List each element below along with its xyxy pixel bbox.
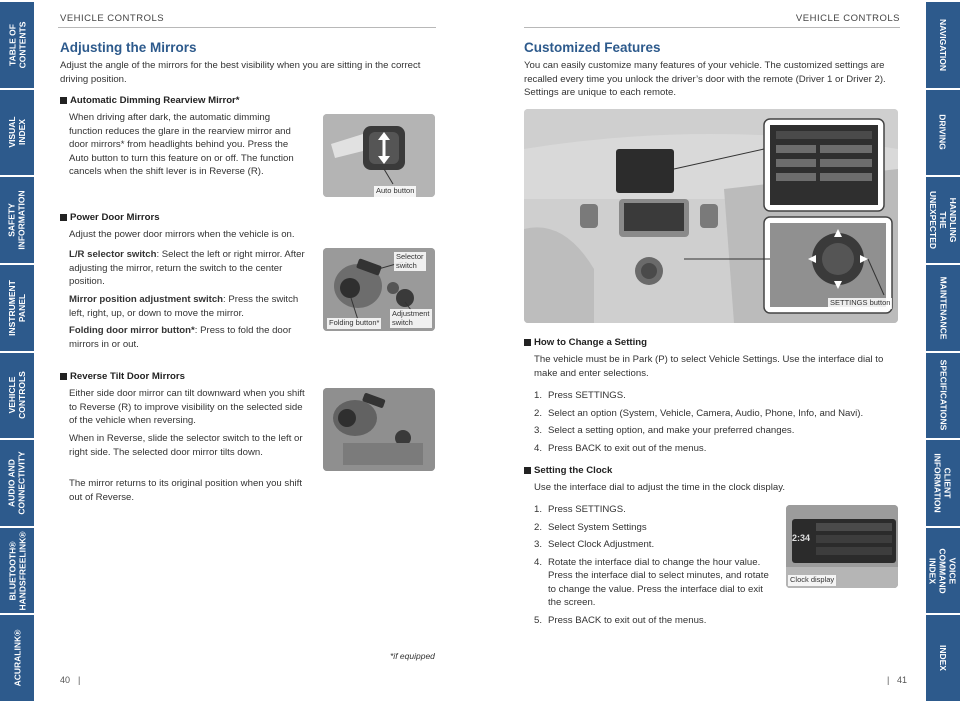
reverse-tilt-p3: The mirror returns to its original position when you shift out of Reverse.	[69, 478, 303, 503]
tab-instrument-panel[interactable]: INSTRUMENT PANEL	[0, 265, 34, 351]
right-page-number: 41	[897, 675, 908, 685]
change-setting-heading: How to Change a Setting	[524, 337, 647, 348]
tab-bluetooth-handsfreelink[interactable]: BLUETOOTH® HANDSFREELINK®	[0, 528, 34, 614]
list-item: 1. Press SETTINGS.	[534, 504, 626, 515]
tab-navigation[interactable]: NAVIGATION	[926, 2, 960, 88]
bullet-square-icon	[60, 97, 67, 104]
auto-button-caption: Auto button	[376, 186, 415, 195]
left-page-number: 40	[60, 675, 71, 685]
change-setting-intro: The vehicle must be in Park (P) to select Vehicle Settings. Use the interface dial to make and enter selections.	[534, 354, 884, 379]
folding-button-description: Folding door mirror button*: Press to fold the door mirrors in or out.	[69, 325, 292, 350]
setting-clock-steps	[534, 503, 770, 631]
selector-switch-description: L/R selector switch: Select the left or right mirror. After adjusting the mirror, return the switch to the center position.	[69, 249, 305, 287]
list-item: 3. Select a setting option, and make your preferred changes.	[534, 425, 795, 436]
folding-button-caption: Folding button*	[329, 318, 380, 327]
bullet-square-icon	[60, 214, 67, 221]
reverse-tilt-illustration	[323, 388, 435, 471]
reverse-tilt-photo	[323, 388, 435, 471]
auto-button-photo	[323, 114, 435, 197]
bullet-square-icon	[60, 373, 67, 380]
tab-client-information[interactable]: CLIENT INFORMATION	[926, 440, 960, 526]
tab-vehicle-controls[interactable]: VEHICLE CONTROLS	[0, 353, 34, 439]
customized-features-intro: You can easily customize many features of your vehicle. The customized settings are recalled every time you unlock the driver’s door with the remote (Driver 1 or Driver 2). Settings are unique to each remote.	[524, 60, 886, 98]
tab-acuralink[interactable]: ACURALINK®	[0, 615, 34, 701]
left-page-separator: |	[78, 675, 81, 685]
setting-clock-intro: Use the interface dial to adjust the time in the clock display.	[534, 482, 785, 493]
tab-audio-connectivity[interactable]: AUDIO AND CONNECTIVITY	[0, 440, 34, 526]
power-mirrors-intro: Adjust the power door mirrors when the vehicle is on.	[69, 229, 295, 240]
setting-clock-heading: Setting the Clock	[524, 465, 612, 476]
bullet-square-icon	[524, 339, 531, 346]
list-item: 3. Select Clock Adjustment.	[534, 539, 655, 550]
tab-index[interactable]: INDEX	[926, 615, 960, 701]
tab-safety-information[interactable]: SAFETY INFORMATION	[0, 177, 34, 263]
list-item: 4. Rotate the interface dial to change the hour value. Press the interface dial to select minutes, and rotate to change the value. Press the interface dial to exit the screen.	[534, 556, 769, 608]
left-page-title: Adjusting the Mirrors	[60, 40, 197, 55]
list-item: 2. Select System Settings	[534, 521, 647, 533]
list-item: 4. Press BACK to exit out of the menus.	[534, 442, 707, 454]
dashboard-illustration	[524, 109, 898, 323]
clock-display-caption: Clock display	[790, 575, 835, 584]
tab-visual-index[interactable]: VISUAL INDEX	[0, 90, 34, 176]
right-header-rule	[524, 27, 900, 28]
adjustment-switch-description: Mirror position adjustment switch: Press the switch left, right, up, or down to move the mirror.	[69, 294, 299, 319]
auto-dimming-heading: Automatic Dimming Rearview Mirror*	[60, 95, 240, 106]
mirrors-intro: Adjust the angle of the mirrors for the best visibility when you are sitting in the correct driving position.	[60, 60, 421, 85]
reverse-tilt-p1: Either side door mirror can tilt downward when you shift to Reverse (R) to improve visibility on the selected side of the vehicle when reversing.	[69, 388, 305, 426]
left-header-rule	[58, 27, 436, 28]
power-mirrors-heading: Power Door Mirrors	[60, 212, 160, 223]
tab-table-of-contents[interactable]: TABLE OF CONTENTS	[0, 2, 34, 88]
dashboard-photo	[524, 109, 898, 323]
reverse-tilt-p2: When in Reverse, slide the selector switch to the left or right side. The selected door mirror tilts down.	[69, 433, 303, 458]
list-item: 2. Select an option (System, Vehicle, Camera, Audio, Phone, Info, and Navi).	[534, 407, 864, 419]
footnote: *if equipped	[390, 651, 435, 661]
clock-readout: 2:34	[792, 533, 811, 543]
tab-specifications[interactable]: SPECIFICATIONS	[926, 353, 960, 439]
adjustment-switch-caption: Adjustment switch	[392, 309, 430, 327]
rearview-mirror-illustration	[323, 114, 435, 197]
right-page-title: Customized Features	[524, 40, 661, 55]
bullet-square-icon	[524, 467, 531, 474]
right-page-separator: |	[887, 675, 890, 685]
tab-maintenance[interactable]: MAINTENANCE	[926, 265, 960, 351]
list-item: 5. Press BACK to exit out of the menus.	[534, 614, 707, 626]
tab-handling-unexpected[interactable]: HANDLING THE UNEXPECTED	[926, 177, 960, 263]
change-setting-steps	[534, 389, 902, 459]
left-page-header: VEHICLE CONTROLS	[60, 13, 165, 24]
right-page-header: VEHICLE CONTROLS	[795, 13, 900, 24]
tab-driving[interactable]: DRIVING	[926, 90, 960, 176]
right-section-tabs	[926, 0, 960, 703]
selector-switch-caption: Selector switch	[396, 252, 424, 270]
left-section-tabs	[0, 0, 34, 703]
list-item: 1. Press SETTINGS.	[534, 390, 626, 401]
reverse-tilt-heading: Reverse Tilt Door Mirrors	[60, 371, 185, 382]
tab-voice-command-index[interactable]: VOICE COMMAND INDEX	[926, 528, 960, 614]
settings-button-caption: SETTINGS button	[830, 298, 891, 307]
auto-dimming-body: When driving after dark, the automatic dimming function reduces the glare in the rearview mirror and door mirrors* from headlights behind you. Press the Auto button to turn this feature on or off. The function cancels when the shift lever is in Reverse (R).	[69, 112, 294, 177]
